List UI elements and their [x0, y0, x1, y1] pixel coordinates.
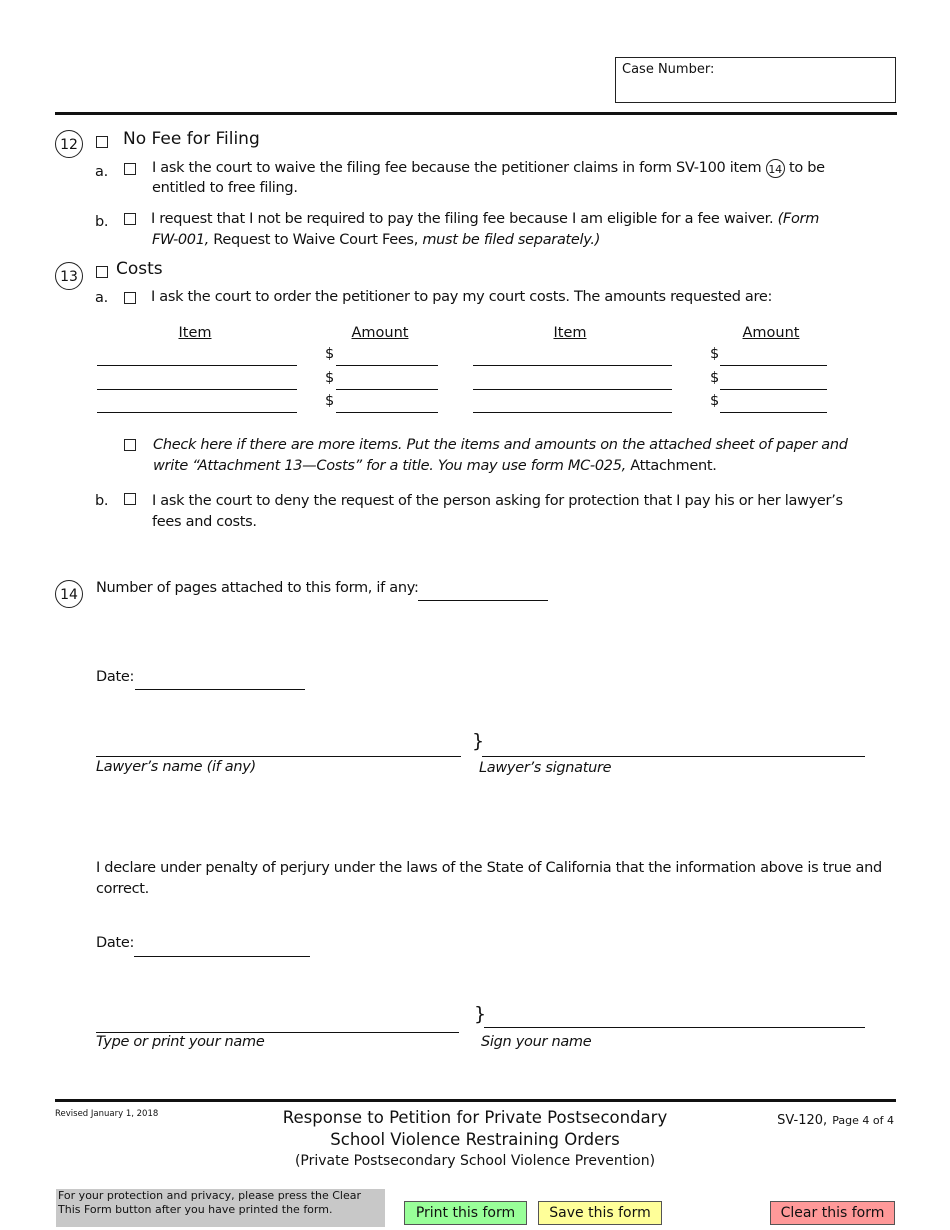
page-info: Page 4 of 4 — [832, 1114, 894, 1127]
case-number-label: Case Number: — [622, 62, 715, 77]
form-fw001: FW-001, — [152, 232, 209, 248]
currency-sign: $ — [325, 370, 334, 386]
currency-sign: $ — [710, 346, 719, 362]
section-13a-text: I ask the court to order the petitioner to pay my court costs. The amounts requested are: — [151, 289, 773, 305]
top-rule — [55, 112, 897, 115]
col-header-amount-2: Amount — [742, 325, 800, 341]
currency-sign: $ — [325, 346, 334, 362]
section-12a-line2: entitled to free filing. — [152, 180, 298, 196]
section-12b-form-italic: (Form — [777, 211, 820, 227]
more-items-line2 — [153, 456, 717, 477]
cost-amount-field[interactable] — [720, 365, 827, 366]
cost-item-field[interactable] — [97, 412, 297, 413]
section-12-number: 12 — [55, 130, 83, 158]
item-14-reference: 14 — [766, 159, 785, 178]
section-13a-checkbox[interactable] — [124, 292, 136, 304]
section-12-title: No Fee for Filing — [123, 129, 260, 149]
date-label: Date: — [96, 669, 135, 685]
date-field[interactable] — [135, 689, 305, 690]
privacy-note: For your protection and privacy, please press the Clear This Form button after you have printed the form. — [56, 1189, 385, 1227]
form-fw001-title: Request to Waive Court Fees, — [213, 232, 419, 248]
filed-separately-note: must be filed separately.) — [422, 232, 601, 248]
cost-item-field[interactable] — [97, 365, 297, 366]
sign-name-field[interactable] — [484, 1027, 865, 1028]
currency-sign: $ — [710, 370, 719, 386]
revised-date: Revised January 1, 2018 — [55, 1109, 159, 1119]
more-items-instruction: write “Attachment 13—Costs” for a title. You may use form MC-025, — [153, 458, 626, 474]
more-items-checkbox[interactable] — [124, 439, 136, 451]
section-12b-line1 — [151, 209, 819, 230]
section-13b-line1: I ask the court to deny the request of the person asking for protection that I pay his or her lawyer’s — [152, 493, 843, 509]
section-12b-letter: b. — [95, 214, 109, 230]
cost-amount-field[interactable] — [336, 389, 438, 390]
save-button[interactable]: Save this form — [538, 1201, 662, 1225]
section-13b-line2: fees and costs. — [152, 514, 257, 530]
currency-sign: $ — [325, 393, 334, 409]
form-id — [720, 1109, 894, 1128]
sign-name-label: Sign your name — [481, 1034, 592, 1050]
section-12b-line2 — [152, 230, 600, 251]
cost-amount-field[interactable] — [336, 412, 438, 413]
date-field[interactable] — [134, 956, 310, 957]
section-12a-letter: a. — [95, 164, 108, 180]
section-13-number: 13 — [55, 262, 83, 290]
footer-subtitle: (Private Postsecondary School Violence Prevention) — [294, 1153, 656, 1169]
pages-attached-label: Number of pages attached to this form, if any: — [96, 580, 419, 596]
section-12b-checkbox[interactable] — [124, 213, 136, 225]
section-12-checkbox[interactable] — [96, 136, 108, 148]
cost-item-field[interactable] — [97, 389, 297, 390]
section-13b-checkbox[interactable] — [124, 493, 136, 505]
brace-icon: } — [472, 730, 485, 752]
lawyer-signature-field[interactable] — [482, 756, 865, 757]
cost-item-field[interactable] — [473, 389, 672, 390]
section-14-number: 14 — [55, 580, 83, 608]
declaration-line2: correct. — [96, 881, 149, 897]
section-12a-line1 — [152, 158, 825, 179]
section-13-checkbox[interactable] — [96, 266, 108, 278]
col-header-item-2: Item — [553, 325, 587, 341]
lawyer-name-label: Lawyer’s name (if any) — [96, 759, 256, 775]
print-name-label: Type or print your name — [96, 1034, 265, 1050]
cost-item-field[interactable] — [473, 412, 672, 413]
cost-amount-field[interactable] — [336, 365, 438, 366]
section-12b-text: I request that I not be required to pay the filing fee because I am eligible for a fee waiver. — [151, 211, 774, 227]
currency-sign: $ — [710, 393, 719, 409]
section-12a-text-pre: I ask the court to waive the filing fee because the petitioner claims in form SV-100 item — [152, 160, 762, 176]
section-13b-letter: b. — [95, 493, 109, 509]
declaration-line1: I declare under penalty of perjury under the laws of the State of California that the information above is true and — [96, 860, 882, 876]
col-header-amount-1: Amount — [351, 325, 409, 341]
print-button[interactable]: Print this form — [404, 1201, 527, 1225]
form-code: SV-120, — [777, 1113, 828, 1128]
lawyer-signature-label: Lawyer’s signature — [479, 760, 612, 776]
cost-item-field[interactable] — [473, 365, 672, 366]
pages-attached-field[interactable] — [418, 600, 548, 601]
date-label: Date: — [96, 935, 135, 951]
clear-button[interactable]: Clear this form — [770, 1201, 895, 1225]
case-number-box[interactable] — [615, 57, 896, 103]
section-12a-text-post: to be — [788, 160, 825, 176]
footer-title-line2: School Violence Restraining Orders — [330, 1130, 620, 1149]
brace-icon: } — [474, 1003, 487, 1025]
footer-rule — [55, 1099, 896, 1102]
section-13-title: Costs — [116, 259, 163, 279]
cost-amount-field[interactable] — [720, 389, 827, 390]
more-items-line1: Check here if there are more items. Put the items and amounts on the attached sheet of paper and — [153, 437, 848, 453]
cost-amount-field[interactable] — [720, 412, 827, 413]
col-header-item-1: Item — [178, 325, 212, 341]
footer-title-line1: Response to Petition for Private Postsecondary — [282, 1108, 668, 1127]
section-13a-letter: a. — [95, 290, 108, 306]
section-12a-checkbox[interactable] — [124, 163, 136, 175]
attachment-word: Attachment. — [630, 458, 717, 474]
